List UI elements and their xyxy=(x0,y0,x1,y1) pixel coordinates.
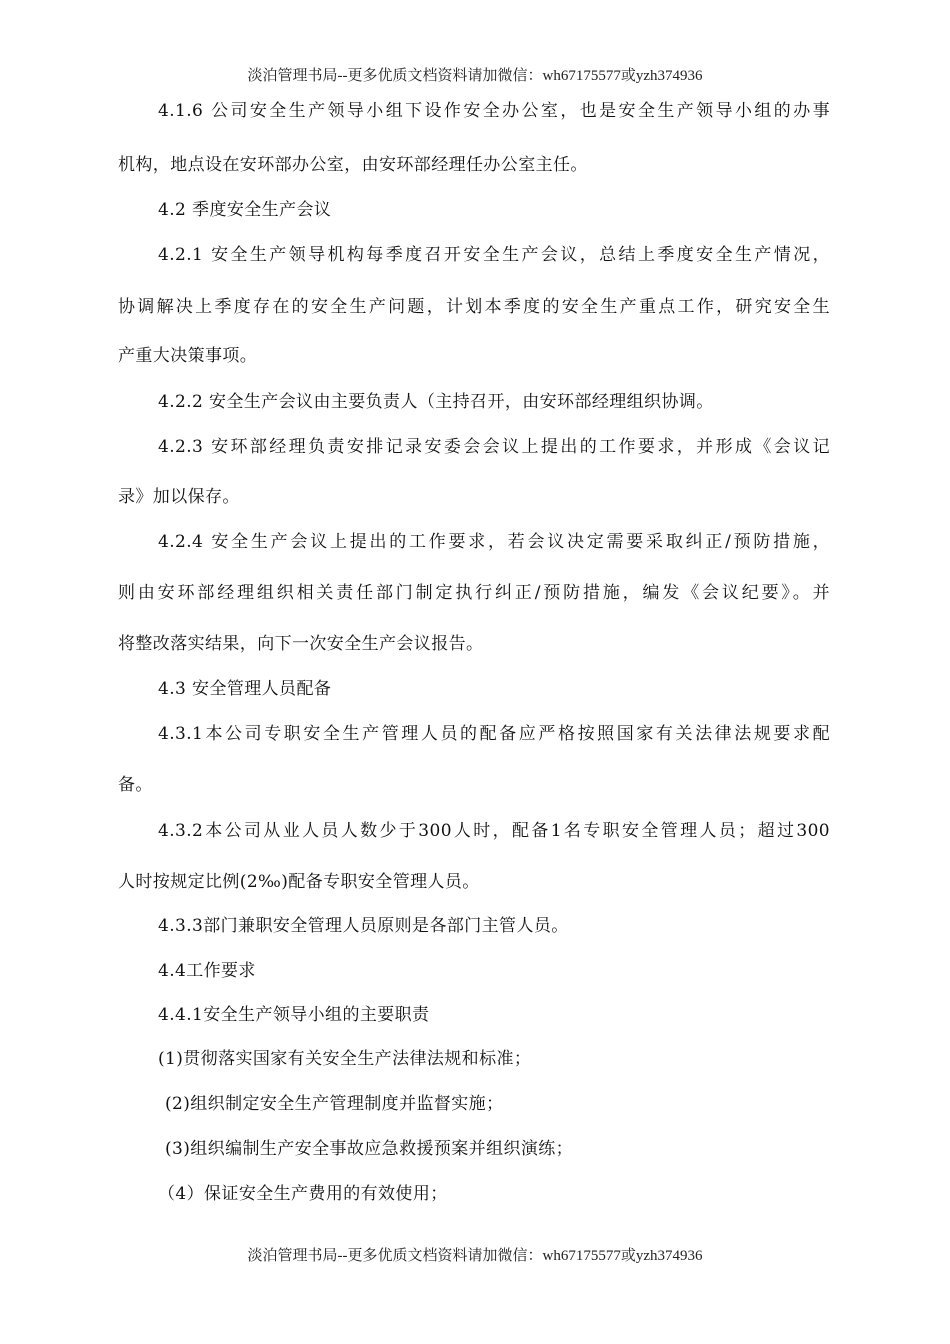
paragraph-4-2-3-line-1: 4.2.3 安环部经理负责安排记录安委会会议上提出的工作要求，并形成《会议记 xyxy=(158,437,830,457)
paragraph-4-3-3: 4.3.3部门兼职安全管理人员原则是各部门主管人员。 xyxy=(158,916,569,936)
list-item-3: (3)组织编制生产安全事故应急救援预案并组织演练； xyxy=(165,1139,574,1159)
paragraph-4-2-1-line-1: 4.2.1 安全生产领导机构每季度召开安全生产会议，总结上季度安全生产情况， xyxy=(158,245,830,265)
page-footer: 淡泊管理书局--更多优质文档资料请加微信：wh67175577或yzh374936 xyxy=(247,1248,703,1264)
paragraph-4-2-3-line-2: 录》加以保存。 xyxy=(118,487,240,507)
paragraph-4-2-2: 4.2.2 安全生产会议由主要负责人（主持召开，由安环部经理组织协调。 xyxy=(158,392,714,412)
list-item-4: （4）保证安全生产费用的有效使用； xyxy=(158,1184,448,1204)
heading-4-3: 4.3 安全管理人员配备 xyxy=(158,679,332,699)
paragraph-4-3-2-line-2: 人时按规定比例(2‰)配备专职安全管理人员。 xyxy=(118,872,480,892)
paragraph-4-3-1-line-1: 4.3.1本公司专职安全生产管理人员的配备应严格按照国家有关法律法规要求配 xyxy=(158,724,830,744)
list-item-1: (1)贯彻落实国家有关安全生产法律法规和标准； xyxy=(158,1049,532,1069)
paragraph-4-1-6-line-1: 4.1.6 公司安全生产领导小组下设作安全办公室，也是安全生产领导小组的办事 xyxy=(158,101,830,121)
heading-4-4: 4.4工作要求 xyxy=(158,961,256,981)
heading-4-4-1: 4.4.1安全生产领导小组的主要职责 xyxy=(158,1005,430,1025)
paragraph-4-2-1-line-2: 协调解决上季度存在的安全生产问题，计划本季度的安全生产重点工作，研究安全生 xyxy=(118,297,830,317)
paragraph-4-2-1-line-3: 产重大决策事项。 xyxy=(118,346,258,366)
paragraph-4-2-4-line-1: 4.2.4 安全生产会议上提出的工作要求，若会议决定需要采取纠正/预防措施， xyxy=(158,532,830,552)
paragraph-4-1-6-line-2: 机构，地点设在安环部办公室，由安环部经理任办公室主任。 xyxy=(118,155,588,175)
list-item-2: (2)组织制定安全生产管理制度并监督实施； xyxy=(165,1094,504,1114)
paragraph-4-3-1-line-2: 备。 xyxy=(118,775,153,795)
paragraph-4-2-4-line-3: 将整改落实结果，向下一次安全生产会议报告。 xyxy=(118,634,484,654)
heading-4-2: 4.2 季度安全生产会议 xyxy=(158,200,332,220)
paragraph-4-3-2-line-1: 4.3.2本公司从业人员人数少于300人时，配备1名专职安全管理人员；超过300 xyxy=(158,821,830,841)
page-header: 淡泊管理书局--更多优质文档资料请加微信：wh67175577或yzh374936 xyxy=(247,68,703,84)
paragraph-4-2-4-line-2: 则由安环部经理组织相关责任部门制定执行纠正/预防措施，编发《会议纪要》。并 xyxy=(118,583,830,603)
